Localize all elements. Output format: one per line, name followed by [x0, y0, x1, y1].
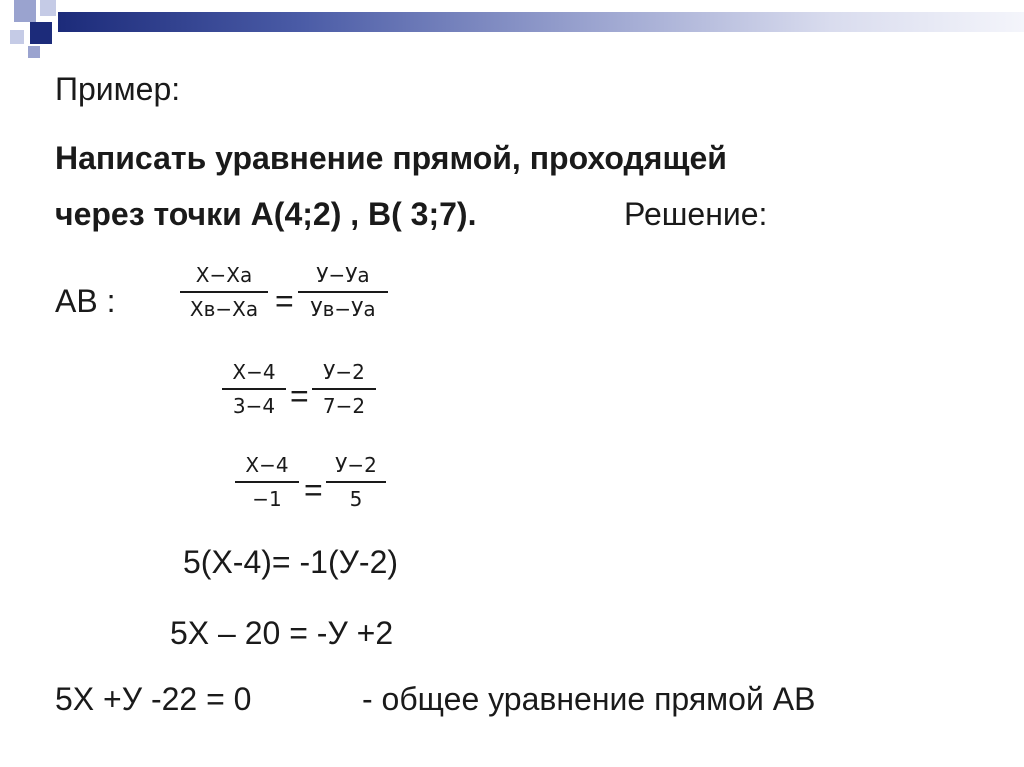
- fraction-eq1-left: [180, 265, 268, 319]
- ab-label: АВ :: [55, 283, 116, 319]
- numerator: X−4: [245, 453, 289, 477]
- denominator: −1: [252, 487, 282, 511]
- numerator: У−2: [323, 360, 365, 384]
- header-decoration: [0, 0, 1024, 60]
- numerator: У−Уa: [316, 263, 370, 287]
- deco-square: [40, 0, 56, 16]
- deco-square: [14, 0, 36, 22]
- solution-label: Решение:: [624, 196, 768, 232]
- numerator: У−2: [335, 453, 377, 477]
- final-equation: 5X +У -22 = 0: [55, 681, 252, 717]
- task-line-2: через точки А(4;2) , В( 3;7).: [55, 196, 477, 232]
- numerator: X−Xa: [195, 263, 253, 287]
- fraction-eq1-right: [298, 265, 388, 319]
- equals-sign: =: [304, 472, 323, 508]
- deco-square: [10, 30, 24, 44]
- denominator: 3−4: [232, 394, 276, 418]
- step-4-equation: 5(X-4)= -1(У-2): [183, 544, 399, 580]
- final-description: - общее уравнение прямой АВ: [362, 681, 816, 717]
- fraction-eq3-left: [235, 455, 299, 509]
- example-label: Пример:: [55, 71, 181, 107]
- denominator: Ув−Уa: [310, 297, 376, 321]
- deco-square: [30, 22, 52, 44]
- fraction-eq3-right: [326, 455, 386, 509]
- step-5-equation: 5X – 20 = -У +2: [170, 615, 394, 651]
- denominator: 7−2: [322, 394, 366, 418]
- denominator: Xв−Xa: [189, 297, 259, 321]
- denominator: 5: [349, 487, 363, 511]
- task-line-1: Написать уравнение прямой, проходящей: [55, 140, 727, 176]
- header-gradient-bar: [58, 12, 1024, 32]
- deco-square: [28, 46, 40, 58]
- numerator: X−4: [232, 360, 276, 384]
- fraction-eq2-left: [222, 362, 286, 416]
- equals-sign: =: [290, 378, 309, 414]
- equals-sign: =: [275, 283, 294, 319]
- fraction-eq2-right: [312, 362, 376, 416]
